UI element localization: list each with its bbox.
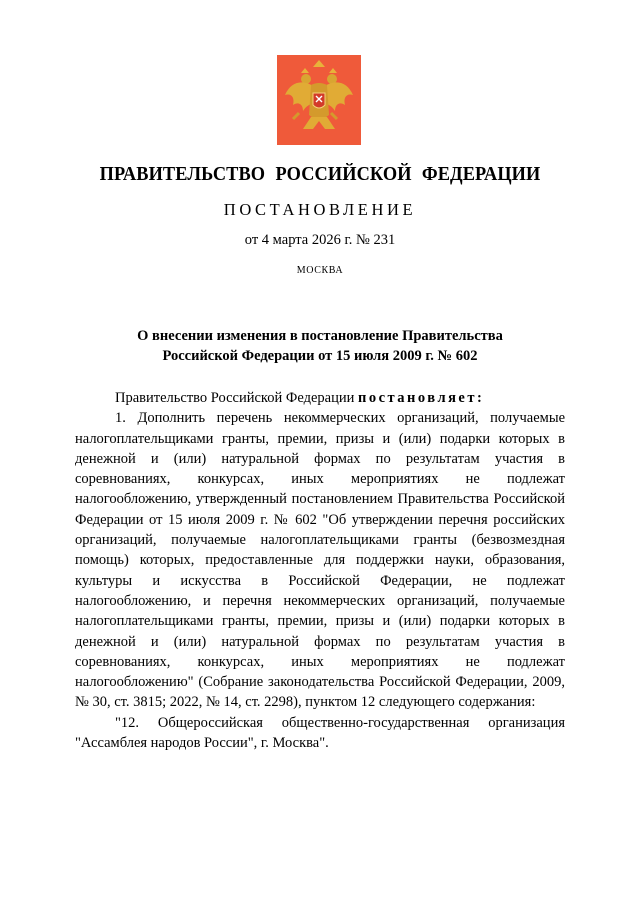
preamble-text: Правительство Российской Федерации [115, 390, 358, 406]
document-body [75, 388, 565, 753]
preamble-resolves: постановляет: [357, 390, 485, 406]
document-city: МОСКВА [296, 265, 344, 276]
document-type: ПОСТАНОВЛЕНИЕ [223, 200, 417, 219]
subject-line-1: О внесении изменения в постановление Правительства [137, 328, 503, 344]
item-1-paragraph: 1. Дополнить перечень некоммерческих организаций, получаемые налогоплательщиками гранты, премии, призы и (или) подарки которых в денежной и (или) натуральной формах по результатам участия в соревнованиях, конкурсах, иных мероприятиях не подлежат налогообложению, утвержденный постановлением Правительства Российской Федерации от 15 июля 2009 г. № 602 "Об утверждении перечня российских организаций, получаемые налогоплательщиками гранты (безвозмездная помощь) которых, предоставленные для поддержки науки, образования, культуры и искусства в Российской Федерации, не подлежат налогообложению, и перечня некоммерческих организаций, получаемые налогоплательщиками гранты, премии, призы и (или) подарки которых в денежной и (или) натуральной формах по результатам участия в соревнованиях, конкурсах, иных мероприятиях не подлежат налогообложению" (Собрание законодательства Российской Федерации, 2009, № 30, ст. 3815; 2022, № 14, ст. 2298), пунктом 12 следующего содержания: [75, 410, 565, 711]
item-12-paragraph: "12. Общероссийская общественно-государственная организация "Ассамблея народов России", г. Москва". [75, 714, 565, 752]
coat-of-arms-emblem [277, 55, 361, 145]
document-subject [60, 326, 580, 366]
preamble-paragraph [75, 388, 565, 408]
double-headed-eagle-icon [277, 55, 361, 145]
document-date-number: от 4 марта 2026 г. № 231 [244, 232, 396, 248]
government-title: ПРАВИТЕЛЬСТВО РОССИЙСКОЙ ФЕДЕРАЦИИ [99, 164, 541, 185]
subject-line-2: Российской Федерации от 15 июля 2009 г. № 602 [162, 348, 478, 364]
